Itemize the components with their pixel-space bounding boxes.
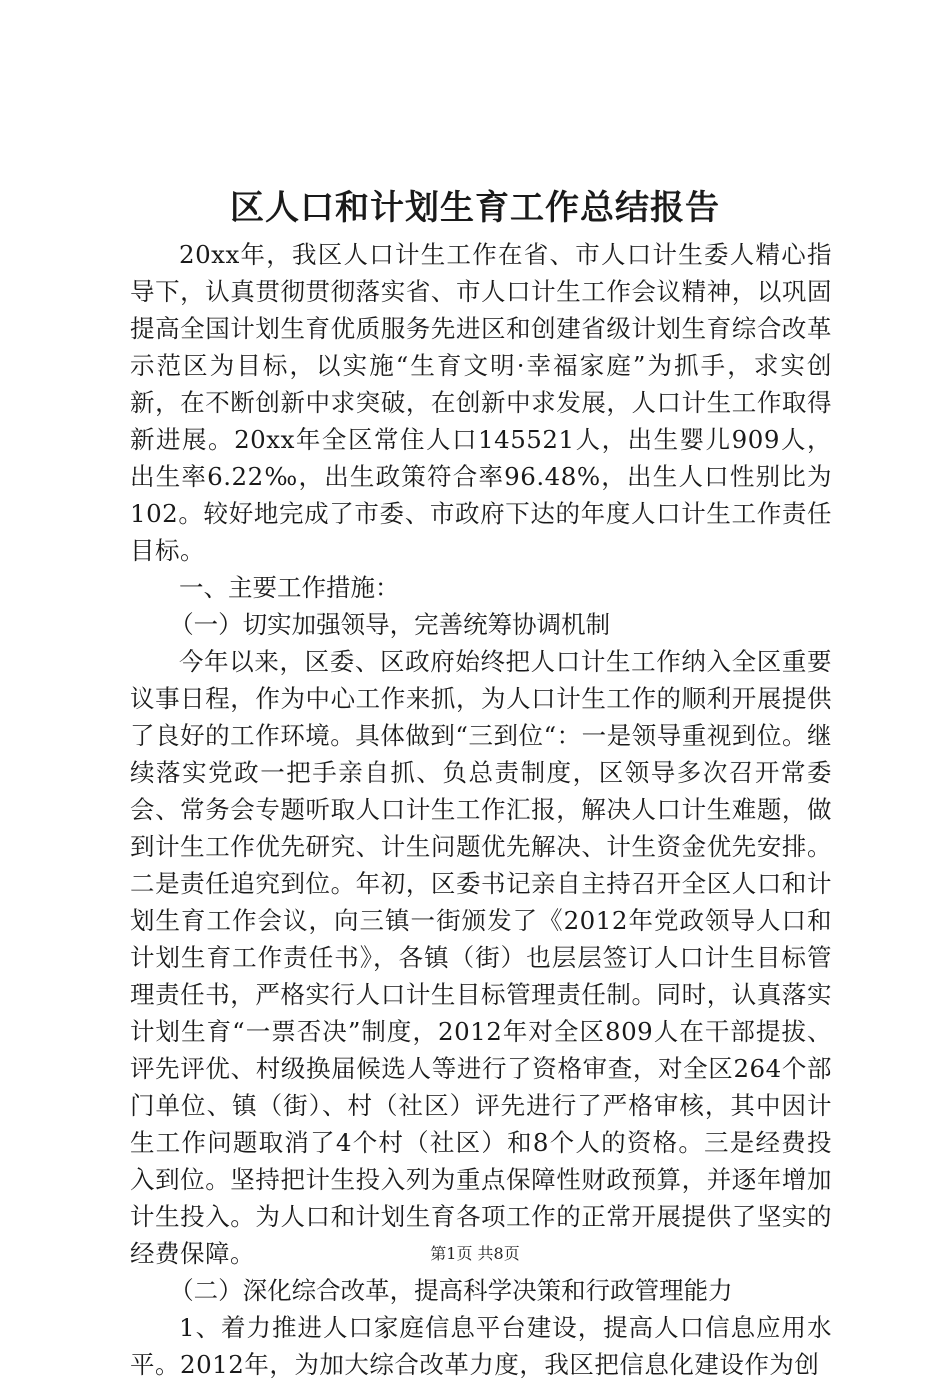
document-title: 区人口和计划生育工作总结报告 (230, 188, 720, 228)
info-platform-paragraph: 1、着力推进人口家庭信息平台建设，提高人口信息应用水平。2012年，为加大综合改革力度，我区把信息化建设作为创 (130, 1313, 832, 1379)
subsection-heading-reform: （二）深化综合改革，提高科学决策和行政管理能力 (169, 1276, 733, 1305)
document-body (130, 236, 832, 1383)
subsection-heading-leadership: （一）切实加强领导，完善统筹协调机制 (169, 610, 611, 639)
page-number-footer: 第1页 共8页 (430, 1244, 520, 1263)
intro-paragraph: 20xx年，我区人口计生工作在省、市人口计生委人精心指导下，认真贯彻贯彻落实省、市人口计生工作会议精神，以巩固提高全国计划生育优质服务先进区和创建省级计划生育综合改革示范区为目标，以实施“生育文明·幸福家庭”为抓手，求实创新，在不断创新中求突破，在创新中求发展，人口计生工作取得新进展。20xx年全区常住人口145521人，出生婴儿909人，出生率6.22‰，出生政策符合率96.48%，出生人口性别比为102。较好地完成了市委、市政府下达的年度人口计生工作责任目标。 (130, 240, 832, 565)
section-heading-main-measures: 一、主要工作措施： (179, 573, 400, 602)
leadership-paragraph: 今年以来，区委、区政府始终把人口计生工作纳入全区重要议事日程，作为中心工作来抓，为人口计生工作的顺利开展提供了良好的工作环境。具体做到“三到位“：一是领导重视到位。继续落实党政一把手亲自抓、负总责制度，区领导多次召开常委会、常务会专题听取人口计生工作汇报，解决人口计生难题，做到计生工作优先研究、计生问题优先解决、计生资金优先安排。二是责任追究到位。年初，区委书记亲自主持召开全区人口和计划生育工作会议，向三镇一街颁发了《2012年党政领导人口和计划生育工作责任书》，各镇（街）也层层签订人口计生目标管理责任书，严格实行人口计生目标管理责任制。同时，认真落实计划生育“一票否决”制度，2012年对全区809人在干部提拔、评先评优、村级换届候选人等进行了资格审查，对全区264个部门单位、镇（街）、村（社区）评先进行了严格审核，其中因计生工作问题取消了4个村（社区）和8个人的资格。三是经费投入到位。坚持把计生投入列为重点保障性财政预算，并逐年增加计生投入。为人口和计划生育各项工作的正常开展提供了坚实的经费保障。 (130, 647, 832, 1268)
